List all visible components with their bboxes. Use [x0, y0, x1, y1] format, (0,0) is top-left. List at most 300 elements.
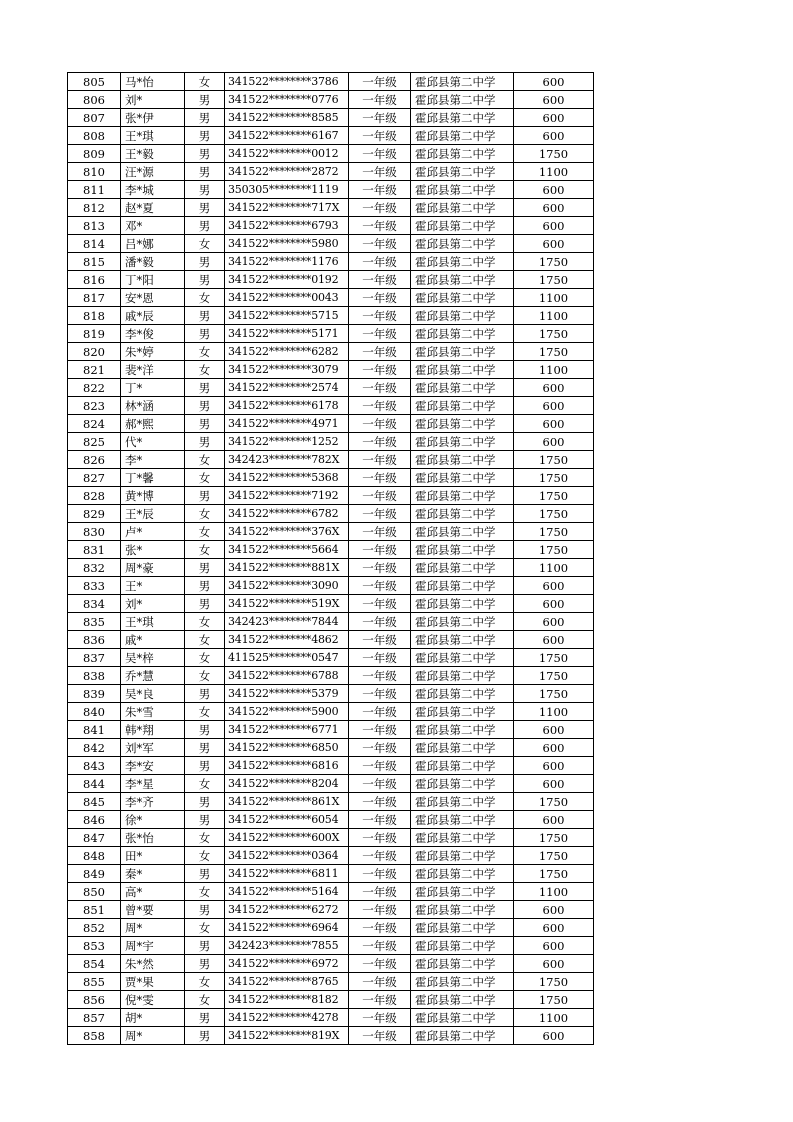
subsidy-amount-cell: 600 [514, 721, 594, 739]
table-row [68, 811, 594, 829]
school-name-cell: 霍邱县第二中学 [411, 145, 514, 163]
subsidy-amount-cell: 1750 [514, 469, 594, 487]
grade-level-cell: 一年级 [349, 883, 411, 901]
school-name-cell: 霍邱县第二中学 [411, 991, 514, 1009]
row-number-cell: 818 [68, 307, 121, 325]
grade-level-cell: 一年级 [349, 559, 411, 577]
subsidy-amount-cell: 1100 [514, 361, 594, 379]
table-row [68, 955, 594, 973]
subsidy-amount-cell: 600 [514, 577, 594, 595]
subsidy-amount-cell: 1750 [514, 865, 594, 883]
subsidy-amount-cell: 600 [514, 1027, 594, 1045]
student-name-cell: 郝*熙 [121, 415, 185, 433]
id-number-cell: 341522********0012 [225, 145, 349, 163]
student-gender-cell: 男 [185, 865, 225, 883]
school-name-cell: 霍邱县第二中学 [411, 289, 514, 307]
grade-level-cell: 一年级 [349, 181, 411, 199]
id-number-cell: 341522********6178 [225, 397, 349, 415]
row-number-cell: 852 [68, 919, 121, 937]
subsidy-amount-cell: 600 [514, 757, 594, 775]
id-number-cell: 341522********6282 [225, 343, 349, 361]
id-number-cell: 341522********0364 [225, 847, 349, 865]
grade-level-cell: 一年级 [349, 109, 411, 127]
table-row [68, 397, 594, 415]
student-gender-cell: 男 [185, 901, 225, 919]
table-row [68, 793, 594, 811]
row-number-cell: 805 [68, 73, 121, 91]
student-name-cell: 邓* [121, 217, 185, 235]
school-name-cell: 霍邱县第二中学 [411, 541, 514, 559]
subsidy-amount-cell: 600 [514, 199, 594, 217]
row-number-cell: 809 [68, 145, 121, 163]
grade-level-cell: 一年级 [349, 541, 411, 559]
table-row [68, 91, 594, 109]
student-gender-cell: 男 [185, 127, 225, 145]
table-row [68, 361, 594, 379]
table-row [68, 307, 594, 325]
id-number-cell: 341522********8182 [225, 991, 349, 1009]
table-row [68, 991, 594, 1009]
id-number-cell: 341522********8204 [225, 775, 349, 793]
grade-level-cell: 一年级 [349, 163, 411, 181]
grade-level-cell: 一年级 [349, 487, 411, 505]
school-name-cell: 霍邱县第二中学 [411, 667, 514, 685]
school-name-cell: 霍邱县第二中学 [411, 577, 514, 595]
row-number-cell: 844 [68, 775, 121, 793]
table-row [68, 415, 594, 433]
student-gender-cell: 女 [185, 847, 225, 865]
student-gender-cell: 男 [185, 1027, 225, 1045]
id-number-cell: 341522********5171 [225, 325, 349, 343]
school-name-cell: 霍邱县第二中学 [411, 505, 514, 523]
student-name-cell: 秦* [121, 865, 185, 883]
grade-level-cell: 一年级 [349, 91, 411, 109]
student-gender-cell: 男 [185, 739, 225, 757]
grade-level-cell: 一年级 [349, 235, 411, 253]
student-gender-cell: 男 [185, 181, 225, 199]
student-gender-cell: 男 [185, 379, 225, 397]
student-name-cell: 贾*果 [121, 973, 185, 991]
id-number-cell: 341522********5368 [225, 469, 349, 487]
table-row [68, 523, 594, 541]
subsidy-amount-cell: 600 [514, 775, 594, 793]
subsidy-amount-cell: 600 [514, 181, 594, 199]
row-number-cell: 845 [68, 793, 121, 811]
grade-level-cell: 一年级 [349, 703, 411, 721]
student-gender-cell: 女 [185, 991, 225, 1009]
subsidy-amount-cell: 1100 [514, 703, 594, 721]
id-number-cell: 341522********5980 [225, 235, 349, 253]
row-number-cell: 842 [68, 739, 121, 757]
id-number-cell: 341522********0776 [225, 91, 349, 109]
row-number-cell: 823 [68, 397, 121, 415]
student-name-cell: 周*宇 [121, 937, 185, 955]
row-number-cell: 849 [68, 865, 121, 883]
table-row [68, 937, 594, 955]
school-name-cell: 霍邱县第二中学 [411, 379, 514, 397]
school-name-cell: 霍邱县第二中学 [411, 865, 514, 883]
table-row [68, 631, 594, 649]
school-name-cell: 霍邱县第二中学 [411, 199, 514, 217]
student-subsidy-table [67, 72, 594, 1045]
student-gender-cell: 女 [185, 523, 225, 541]
id-number-cell: 341522********3786 [225, 73, 349, 91]
subsidy-amount-cell: 1750 [514, 541, 594, 559]
id-number-cell: 411525********0547 [225, 649, 349, 667]
row-number-cell: 832 [68, 559, 121, 577]
student-gender-cell: 男 [185, 685, 225, 703]
student-name-cell: 刘*军 [121, 739, 185, 757]
student-gender-cell: 女 [185, 973, 225, 991]
row-number-cell: 851 [68, 901, 121, 919]
student-name-cell: 徐* [121, 811, 185, 829]
student-gender-cell: 男 [185, 217, 225, 235]
id-number-cell: 341522********6811 [225, 865, 349, 883]
grade-level-cell: 一年级 [349, 631, 411, 649]
student-name-cell: 倪*雯 [121, 991, 185, 1009]
id-number-cell: 341522********1252 [225, 433, 349, 451]
row-number-cell: 826 [68, 451, 121, 469]
student-name-cell: 乔*慧 [121, 667, 185, 685]
subsidy-amount-cell: 1750 [514, 253, 594, 271]
student-gender-cell: 女 [185, 73, 225, 91]
table-row [68, 163, 594, 181]
student-name-cell: 李*安 [121, 757, 185, 775]
id-number-cell: 341522********6782 [225, 505, 349, 523]
school-name-cell: 霍邱县第二中学 [411, 451, 514, 469]
row-number-cell: 848 [68, 847, 121, 865]
table-body [68, 73, 594, 1045]
table-row [68, 127, 594, 145]
row-number-cell: 817 [68, 289, 121, 307]
table-row [68, 469, 594, 487]
row-number-cell: 808 [68, 127, 121, 145]
school-name-cell: 霍邱县第二中学 [411, 217, 514, 235]
student-name-cell: 安*恩 [121, 289, 185, 307]
id-number-cell: 341522********819X [225, 1027, 349, 1045]
table-row [68, 271, 594, 289]
subsidy-amount-cell: 1100 [514, 559, 594, 577]
student-name-cell: 张*怡 [121, 829, 185, 847]
grade-level-cell: 一年级 [349, 253, 411, 271]
id-number-cell: 341522********6964 [225, 919, 349, 937]
id-number-cell: 341522********600X [225, 829, 349, 847]
subsidy-amount-cell: 600 [514, 415, 594, 433]
grade-level-cell: 一年级 [349, 901, 411, 919]
id-number-cell: 341522********717X [225, 199, 349, 217]
grade-level-cell: 一年级 [349, 397, 411, 415]
grade-level-cell: 一年级 [349, 721, 411, 739]
school-name-cell: 霍邱县第二中学 [411, 901, 514, 919]
row-number-cell: 847 [68, 829, 121, 847]
table-row [68, 253, 594, 271]
school-name-cell: 霍邱县第二中学 [411, 973, 514, 991]
school-name-cell: 霍邱县第二中学 [411, 127, 514, 145]
student-gender-cell: 男 [185, 1009, 225, 1027]
grade-level-cell: 一年级 [349, 361, 411, 379]
student-gender-cell: 女 [185, 343, 225, 361]
school-name-cell: 霍邱县第二中学 [411, 361, 514, 379]
grade-level-cell: 一年级 [349, 469, 411, 487]
id-number-cell: 341522********6793 [225, 217, 349, 235]
subsidy-amount-cell: 600 [514, 397, 594, 415]
subsidy-amount-cell: 1750 [514, 829, 594, 847]
table-row [68, 667, 594, 685]
table-row [68, 379, 594, 397]
school-name-cell: 霍邱县第二中学 [411, 181, 514, 199]
subsidy-amount-cell: 1750 [514, 973, 594, 991]
student-gender-cell: 男 [185, 307, 225, 325]
row-number-cell: 856 [68, 991, 121, 1009]
id-number-cell: 341522********6972 [225, 955, 349, 973]
student-gender-cell: 男 [185, 793, 225, 811]
id-number-cell: 341522********6816 [225, 757, 349, 775]
row-number-cell: 831 [68, 541, 121, 559]
grade-level-cell: 一年级 [349, 685, 411, 703]
grade-level-cell: 一年级 [349, 829, 411, 847]
table-row [68, 541, 594, 559]
student-gender-cell: 女 [185, 649, 225, 667]
grade-level-cell: 一年级 [349, 973, 411, 991]
id-number-cell: 341522********0192 [225, 271, 349, 289]
school-name-cell: 霍邱县第二中学 [411, 883, 514, 901]
table-row [68, 757, 594, 775]
grade-level-cell: 一年级 [349, 379, 411, 397]
school-name-cell: 霍邱县第二中学 [411, 559, 514, 577]
grade-level-cell: 一年级 [349, 271, 411, 289]
table-row [68, 919, 594, 937]
school-name-cell: 霍邱县第二中学 [411, 253, 514, 271]
student-name-cell: 吕*娜 [121, 235, 185, 253]
table-row [68, 1009, 594, 1027]
grade-level-cell: 一年级 [349, 307, 411, 325]
subsidy-amount-cell: 600 [514, 595, 594, 613]
id-number-cell: 341522********1176 [225, 253, 349, 271]
school-name-cell: 霍邱县第二中学 [411, 775, 514, 793]
subsidy-amount-cell: 1100 [514, 163, 594, 181]
id-number-cell: 342423********7844 [225, 613, 349, 631]
id-number-cell: 341522********861X [225, 793, 349, 811]
student-gender-cell: 女 [185, 667, 225, 685]
school-name-cell: 霍邱县第二中学 [411, 919, 514, 937]
id-number-cell: 341522********0043 [225, 289, 349, 307]
row-number-cell: 837 [68, 649, 121, 667]
student-gender-cell: 男 [185, 595, 225, 613]
school-name-cell: 霍邱县第二中学 [411, 325, 514, 343]
student-name-cell: 胡* [121, 1009, 185, 1027]
student-name-cell: 卢* [121, 523, 185, 541]
row-number-cell: 858 [68, 1027, 121, 1045]
row-number-cell: 841 [68, 721, 121, 739]
grade-level-cell: 一年级 [349, 217, 411, 235]
table-row [68, 433, 594, 451]
table-row [68, 289, 594, 307]
school-name-cell: 霍邱县第二中学 [411, 1027, 514, 1045]
id-number-cell: 341522********519X [225, 595, 349, 613]
school-name-cell: 霍邱县第二中学 [411, 73, 514, 91]
table-row [68, 649, 594, 667]
subsidy-amount-cell: 1750 [514, 523, 594, 541]
subsidy-amount-cell: 600 [514, 433, 594, 451]
subsidy-amount-cell: 1750 [514, 451, 594, 469]
subsidy-amount-cell: 1750 [514, 505, 594, 523]
student-gender-cell: 女 [185, 919, 225, 937]
table-row [68, 847, 594, 865]
student-gender-cell: 男 [185, 199, 225, 217]
row-number-cell: 813 [68, 217, 121, 235]
id-number-cell: 341522********8765 [225, 973, 349, 991]
grade-level-cell: 一年级 [349, 991, 411, 1009]
grade-level-cell: 一年级 [349, 415, 411, 433]
student-gender-cell: 女 [185, 451, 225, 469]
row-number-cell: 839 [68, 685, 121, 703]
table-row [68, 145, 594, 163]
grade-level-cell: 一年级 [349, 937, 411, 955]
table-row [68, 775, 594, 793]
school-name-cell: 霍邱县第二中学 [411, 235, 514, 253]
subsidy-amount-cell: 1750 [514, 487, 594, 505]
table-row [68, 451, 594, 469]
student-name-cell: 刘* [121, 595, 185, 613]
row-number-cell: 825 [68, 433, 121, 451]
table-row [68, 181, 594, 199]
subsidy-amount-cell: 1750 [514, 325, 594, 343]
grade-level-cell: 一年级 [349, 289, 411, 307]
grade-level-cell: 一年级 [349, 757, 411, 775]
student-name-cell: 曾*要 [121, 901, 185, 919]
grade-level-cell: 一年级 [349, 343, 411, 361]
student-name-cell: 张*伊 [121, 109, 185, 127]
row-number-cell: 806 [68, 91, 121, 109]
subsidy-amount-cell: 1750 [514, 145, 594, 163]
student-gender-cell: 女 [185, 541, 225, 559]
student-name-cell: 代* [121, 433, 185, 451]
id-number-cell: 341522********4862 [225, 631, 349, 649]
student-gender-cell: 男 [185, 163, 225, 181]
subsidy-amount-cell: 1750 [514, 991, 594, 1009]
row-number-cell: 846 [68, 811, 121, 829]
student-name-cell: 王*琪 [121, 127, 185, 145]
student-name-cell: 王* [121, 577, 185, 595]
grade-level-cell: 一年级 [349, 739, 411, 757]
table-row [68, 73, 594, 91]
student-gender-cell: 男 [185, 145, 225, 163]
row-number-cell: 850 [68, 883, 121, 901]
id-number-cell: 342423********782X [225, 451, 349, 469]
subsidy-amount-cell: 600 [514, 739, 594, 757]
id-number-cell: 341522********8585 [225, 109, 349, 127]
row-number-cell: 810 [68, 163, 121, 181]
table-row [68, 829, 594, 847]
student-gender-cell: 男 [185, 811, 225, 829]
student-gender-cell: 男 [185, 757, 225, 775]
student-name-cell: 林*涵 [121, 397, 185, 415]
subsidy-amount-cell: 1750 [514, 649, 594, 667]
student-name-cell: 裴*洋 [121, 361, 185, 379]
id-number-cell: 341522********6272 [225, 901, 349, 919]
subsidy-amount-cell: 600 [514, 217, 594, 235]
school-name-cell: 霍邱县第二中学 [411, 937, 514, 955]
school-name-cell: 霍邱县第二中学 [411, 433, 514, 451]
school-name-cell: 霍邱县第二中学 [411, 397, 514, 415]
table-row [68, 559, 594, 577]
school-name-cell: 霍邱县第二中学 [411, 415, 514, 433]
grade-level-cell: 一年级 [349, 865, 411, 883]
school-name-cell: 霍邱县第二中学 [411, 955, 514, 973]
grade-level-cell: 一年级 [349, 451, 411, 469]
row-number-cell: 834 [68, 595, 121, 613]
student-gender-cell: 女 [185, 703, 225, 721]
row-number-cell: 857 [68, 1009, 121, 1027]
id-number-cell: 342423********7855 [225, 937, 349, 955]
school-name-cell: 霍邱县第二中学 [411, 793, 514, 811]
student-name-cell: 高* [121, 883, 185, 901]
grade-level-cell: 一年级 [349, 775, 411, 793]
student-name-cell: 李*俊 [121, 325, 185, 343]
row-number-cell: 819 [68, 325, 121, 343]
student-name-cell: 朱*婷 [121, 343, 185, 361]
table-row [68, 613, 594, 631]
grade-level-cell: 一年级 [349, 667, 411, 685]
school-name-cell: 霍邱县第二中学 [411, 811, 514, 829]
student-name-cell: 张* [121, 541, 185, 559]
row-number-cell: 815 [68, 253, 121, 271]
table-row [68, 703, 594, 721]
table-row [68, 505, 594, 523]
table-row [68, 577, 594, 595]
table-row [68, 235, 594, 253]
subsidy-amount-cell: 1100 [514, 883, 594, 901]
row-number-cell: 812 [68, 199, 121, 217]
grade-level-cell: 一年级 [349, 613, 411, 631]
school-name-cell: 霍邱县第二中学 [411, 829, 514, 847]
grade-level-cell: 一年级 [349, 595, 411, 613]
id-number-cell: 341522********881X [225, 559, 349, 577]
school-name-cell: 霍邱县第二中学 [411, 91, 514, 109]
row-number-cell: 807 [68, 109, 121, 127]
table-row [68, 325, 594, 343]
table-row [68, 865, 594, 883]
row-number-cell: 854 [68, 955, 121, 973]
subsidy-amount-cell: 1100 [514, 1009, 594, 1027]
subsidy-amount-cell: 600 [514, 127, 594, 145]
id-number-cell: 341522********5715 [225, 307, 349, 325]
student-gender-cell: 女 [185, 883, 225, 901]
student-name-cell: 丁*阳 [121, 271, 185, 289]
school-name-cell: 霍邱县第二中学 [411, 343, 514, 361]
student-gender-cell: 男 [185, 955, 225, 973]
school-name-cell: 霍邱县第二中学 [411, 487, 514, 505]
row-number-cell: 835 [68, 613, 121, 631]
student-gender-cell: 女 [185, 235, 225, 253]
subsidy-amount-cell: 600 [514, 379, 594, 397]
subsidy-amount-cell: 600 [514, 631, 594, 649]
subsidy-amount-cell: 600 [514, 613, 594, 631]
subsidy-amount-cell: 1750 [514, 271, 594, 289]
student-name-cell: 丁*馨 [121, 469, 185, 487]
table-row [68, 1027, 594, 1045]
student-name-cell: 赵*夏 [121, 199, 185, 217]
id-number-cell: 341522********5664 [225, 541, 349, 559]
subsidy-amount-cell: 600 [514, 109, 594, 127]
grade-level-cell: 一年级 [349, 649, 411, 667]
school-name-cell: 霍邱县第二中学 [411, 739, 514, 757]
table-row [68, 595, 594, 613]
id-number-cell: 341522********7192 [225, 487, 349, 505]
table-row [68, 343, 594, 361]
school-name-cell: 霍邱县第二中学 [411, 703, 514, 721]
subsidy-amount-cell: 1750 [514, 847, 594, 865]
